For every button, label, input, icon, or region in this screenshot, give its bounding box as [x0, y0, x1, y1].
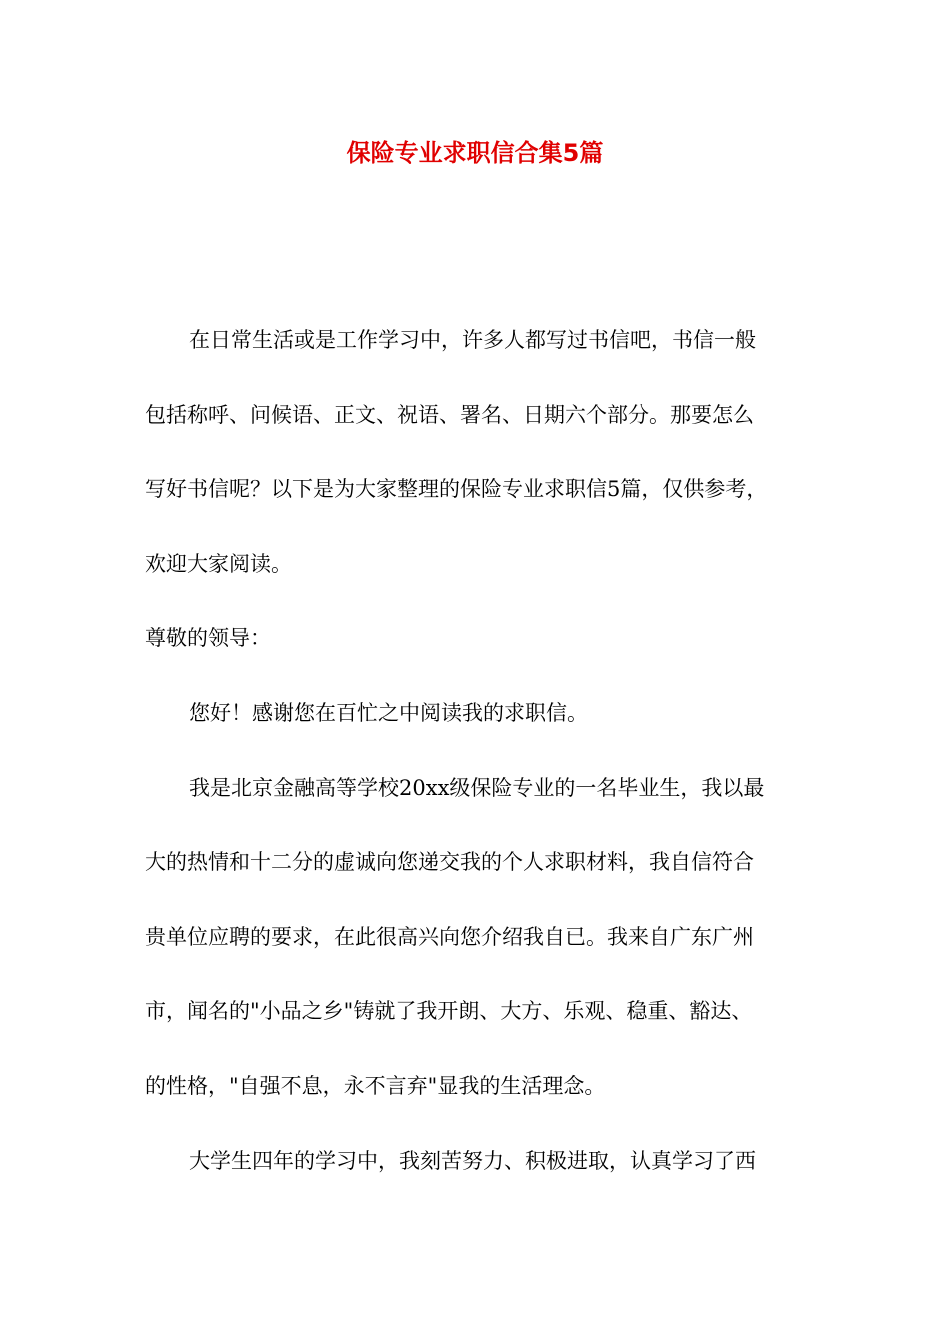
paragraph-line: 包括称呼、问候语、正文、祝语、署名、日期六个部分。那要怎么 — [145, 402, 754, 427]
paragraph-line: 市，闻名的"小品之乡"铸就了我开朗、大方、乐观、稳重、豁达、 — [145, 999, 753, 1024]
paragraph-line: 大学生四年的学习中，我刻苦努力、积极进取，认真学习了西 — [189, 1148, 756, 1173]
salutation-line: 尊敬的领导： — [145, 626, 271, 651]
paragraph-line: 大的热情和十二分的虚诚向您递交我的个人求职材料，我自信符合 — [145, 850, 754, 875]
paragraph-line: 贵单位应聘的要求，在此很高兴向您介绍我自已。我来自广东广州 — [145, 924, 754, 949]
document-body — [145, 318, 835, 1213]
paragraph-line: 您好！感谢您在百忙之中阅读我的求职信。 — [189, 700, 588, 725]
paragraph-line: 欢迎大家阅读。 — [145, 551, 292, 576]
paragraph-line: 写好书信呢？以下是为大家整理的保险专业求职信5篇，仅供参考， — [145, 477, 768, 502]
paragraph-line: 在日常生活或是工作学习中，许多人都写过书信吧，书信一般 — [189, 328, 756, 352]
document-title: 保险专业求职信合集5篇 — [346, 139, 604, 167]
paragraph-line: 我是北京金融高等学校20xx级保险专业的一名毕业生，我以最 — [189, 775, 765, 800]
paragraph-line: 的性格，"自强不息，永不言弃"显我的生活理念。 — [145, 1073, 606, 1098]
